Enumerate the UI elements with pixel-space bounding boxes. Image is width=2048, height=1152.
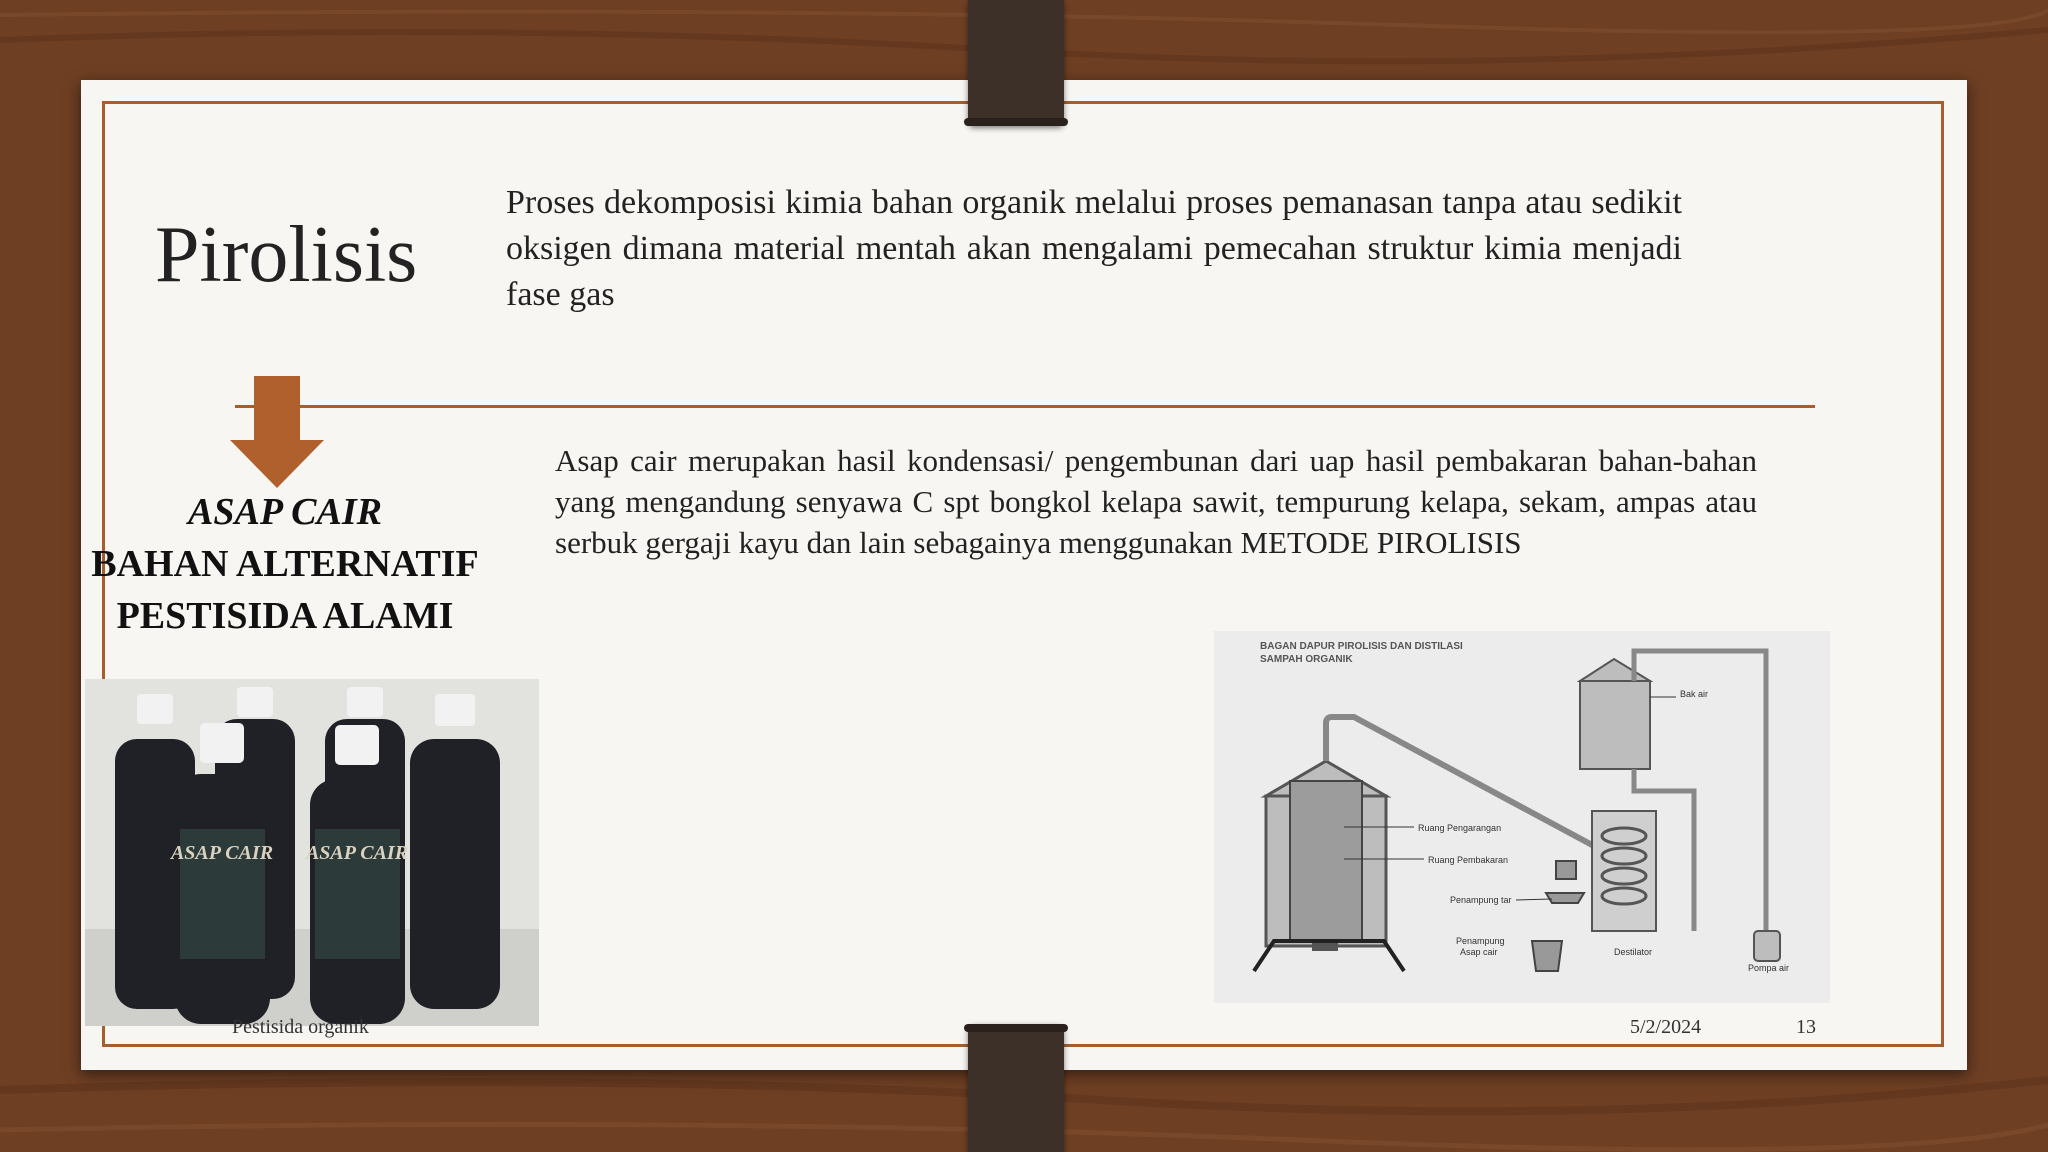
divider-line <box>235 405 1815 408</box>
label-ruang-pembakaran: Ruang Pembakaran <box>1428 855 1509 865</box>
label-asap-cair: Asap cair <box>1460 947 1498 957</box>
side-heading-line1: ASAP CAIR <box>188 491 382 533</box>
description-text: Asap cair merupakan hasil kondensasi/ pengembunan dari uap hasil pembakaran bahan-bahan yang mengandung senyawa C spt bongkol kelapa sawit, tempurung kelapa, sekam, ampas atau serbuk gergaji kayu dan lain sebagainya menggunakan METODE PIROLISIS <box>555 443 1757 560</box>
binder-clip-bottom <box>968 1024 1064 1152</box>
footer-left-text: Pestisida organik <box>232 1016 369 1038</box>
label-ruang-pengarangan: Ruang Pengarangan <box>1418 823 1502 833</box>
label-destilator: Destilator <box>1614 947 1653 957</box>
slide-title: Pirolisis <box>155 211 418 299</box>
label-penampung: Penampung <box>1456 936 1505 946</box>
footer-date: 5/2/2024 <box>1630 1016 1702 1038</box>
label-penampung-tar: Penampung tar <box>1450 895 1512 905</box>
side-heading-line3: PESTISIDA ALAMI <box>116 595 454 637</box>
liquid-smoke-bottles-photo <box>85 679 539 1026</box>
side-heading <box>80 486 490 642</box>
diagram-title-line1: BAGAN DAPUR PIROLISIS DAN DISTILASI <box>1260 641 1463 652</box>
bottle-label-left: ASAP CAIR <box>170 842 274 864</box>
down-arrow-icon <box>228 376 326 490</box>
side-heading-line2: BAHAN ALTERNATIF <box>91 543 479 585</box>
bottle-label-right: ASAP CAIR <box>305 842 409 864</box>
diagram-title-line2: SAMPAH ORGANIK <box>1260 654 1353 665</box>
footer-page-number: 13 <box>1796 1016 1816 1038</box>
label-pompa-air: Pompa air <box>1748 963 1790 973</box>
definition-text: Proses dekomposisi kimia bahan organik melalui proses pemanasan tanpa atau sedikit oksigen dimana material mentah akan mengalami pemecahan struktur kimia menjadi fase gas <box>506 184 1682 313</box>
binder-clip-top <box>968 0 1064 126</box>
pyrolysis-distillation-diagram <box>1214 631 1830 1003</box>
label-bak-air: Bak air <box>1680 689 1709 699</box>
bottles-illustration <box>85 679 539 1026</box>
